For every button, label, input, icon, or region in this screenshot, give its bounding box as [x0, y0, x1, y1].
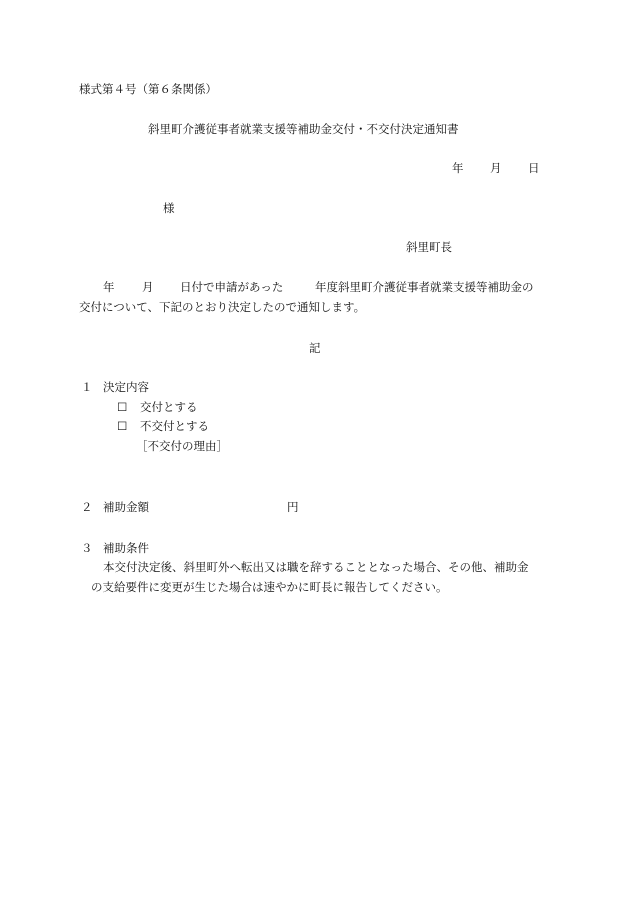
date-year: 年 [452, 161, 464, 175]
section-3-label: 補助条件 [103, 541, 149, 555]
option-deny-label: 不交付とする [140, 419, 209, 433]
body-day-text: 日付で申請があった [180, 280, 284, 294]
date-month: 月 [490, 161, 502, 175]
amount-unit: 円 [287, 500, 299, 514]
section-3-number: ３ [81, 541, 93, 555]
addressee-suffix: 様 [163, 201, 175, 215]
section-3-line-2: の支給要件に変更が生じた場合は速やかに町長に報告してください。 [91, 580, 448, 594]
section-1-label: 決定内容 [103, 380, 149, 394]
body-year: 年 [103, 280, 115, 294]
section-1-number: １ [81, 380, 93, 394]
body-fiscal-text: 年度斜里町介護従事者就業支援等補助金の [315, 280, 534, 294]
option-grant-label: 交付とする [140, 400, 198, 414]
section-2-label: 補助金額 [103, 500, 149, 514]
body-month: 月 [142, 280, 154, 294]
body-line-2: 交付について、下記のとおり決定したので通知します。 [79, 300, 366, 314]
section-2-number: ２ [81, 500, 93, 514]
option-grant-checkbox[interactable]: ☐ [117, 400, 128, 414]
issuer: 斜里町長 [406, 240, 452, 254]
ki-marker: 記 [309, 341, 321, 355]
document-title: 斜里町介護従事者就業支援等補助金交付・不交付決定通知書 [148, 122, 459, 136]
deny-reason-label: ［不交付の理由］ [136, 439, 228, 453]
form-number: 様式第４号（第６条関係） [79, 82, 217, 96]
option-deny-checkbox[interactable]: ☐ [117, 419, 128, 433]
date-day: 日 [528, 161, 540, 175]
section-3-line-1: 本交付決定後、斜里町外へ転出又は職を辞することとなった場合、その他、補助金 [103, 560, 529, 574]
